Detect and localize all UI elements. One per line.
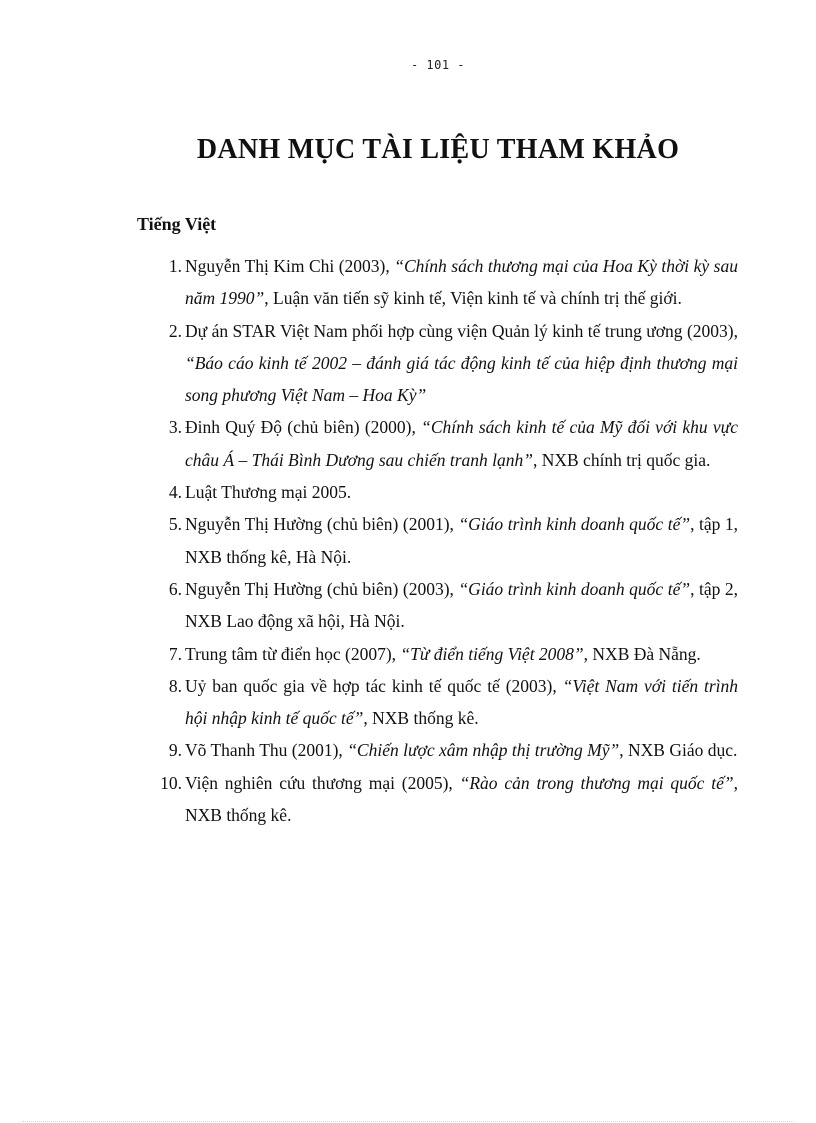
reference-list <box>158 250 738 831</box>
reference-publisher: , tập 1, NXB thống kê, Hà Nội. <box>185 514 738 567</box>
reference-text <box>185 740 737 760</box>
reference-publisher: , tập 2, NXB Lao động xã hội, Hà Nội. <box>185 578 738 632</box>
reference-author: Uỷ ban quốc gia về hợp tác kinh tế quốc tế (2003), <box>185 675 563 696</box>
reference-number: 4. <box>168 482 182 503</box>
reference-text <box>185 579 738 631</box>
reference-title: “Chính sách kinh tế của Mỹ đối với khu vực châu Á – Thái Bình Dương sau chiến tranh lạnh” <box>185 417 738 470</box>
reference-item <box>158 315 738 412</box>
reference-text <box>185 482 351 502</box>
reference-number: 9. <box>168 740 182 761</box>
reference-item <box>158 670 738 735</box>
reference-title: “Từ điển tiếng Việt 2008” <box>400 643 584 664</box>
reference-item <box>158 638 738 670</box>
reference-publisher: , NXB Đà Nẵng. <box>583 643 701 664</box>
reference-text <box>185 256 738 308</box>
reference-title: “Báo cáo kinh tế 2002 – đánh giá tác động kinh tế của hiệp định thương mại song phương Việt Nam – Hoa Kỳ” <box>185 352 738 406</box>
reference-title: “Giáo trình kinh doanh quốc tế” <box>458 578 691 599</box>
reference-text <box>185 676 738 728</box>
page-number: - 101 - <box>410 58 466 72</box>
reference-text <box>185 644 701 664</box>
reference-author: Đinh Quý Độ (chủ biên) (2000), <box>185 417 422 438</box>
reference-item <box>158 573 738 638</box>
reference-author: Nguyễn Thị Kim Chi (2003), <box>185 256 395 276</box>
reference-number: 10. <box>160 772 182 793</box>
reference-number: 3. <box>168 417 182 438</box>
reference-number: 6. <box>168 578 182 599</box>
reference-author: Trung tâm từ điển học (2007), <box>185 643 401 664</box>
reference-publisher: , NXB thống kê. <box>363 708 479 729</box>
reference-publisher: , NXB thống kê. <box>185 772 738 826</box>
reference-publisher: , Luận văn tiến sỹ kinh tế, Viện kinh tế và chính trị thế giới. <box>264 288 682 309</box>
reference-text <box>185 773 738 825</box>
reference-number: 8. <box>168 675 182 696</box>
reference-item <box>158 411 738 476</box>
reference-number: 1. <box>168 256 182 276</box>
reference-text <box>185 514 738 566</box>
reference-number: 2. <box>168 320 182 341</box>
reference-number: 5. <box>168 514 182 535</box>
reference-number: 7. <box>168 643 182 664</box>
reference-author: Luật Thương mại 2005. <box>185 482 352 503</box>
reference-author: Nguyễn Thị Hường (chủ biên) (2003), <box>185 578 459 599</box>
reference-author: Nguyễn Thị Hường (chủ biên) (2001), <box>185 514 459 535</box>
reference-item <box>158 767 738 832</box>
reference-item <box>158 476 738 508</box>
reference-title: “Giáo trình kinh doanh quốc tế” <box>458 514 691 535</box>
section-heading: Tiếng Việt <box>137 214 217 234</box>
reference-author: Võ Thanh Thu (2001), <box>185 740 348 761</box>
reference-author: Viện nghiên cứu thương mại (2005), <box>185 772 460 793</box>
reference-publisher: , NXB chính trị quốc gia. <box>532 449 711 470</box>
reference-title: “Rào cản trong thương mại quốc tế” <box>459 772 734 793</box>
reference-author: Dự án STAR Việt Nam phối hợp cùng viện Quản lý kinh tế trung ương (2003), <box>185 320 738 341</box>
reference-title: “Chiến lược xâm nhập thị trường Mỹ” <box>347 740 620 761</box>
reference-text <box>185 321 738 406</box>
reference-item <box>158 250 738 315</box>
reference-title: “Chính sách thương mại của Hoa Kỳ thời kỳ sau năm 1990” <box>185 256 738 309</box>
reference-title: “Việt Nam với tiến trình hội nhập kinh tế quốc tế” <box>185 675 738 729</box>
reference-publisher: , NXB Giáo dục. <box>619 740 738 761</box>
reference-text <box>185 417 738 469</box>
page-bottom-divider <box>22 1121 794 1122</box>
page-title: DANH MỤC TÀI LIỆU THAM KHẢO <box>196 134 680 165</box>
reference-item <box>158 508 738 573</box>
reference-item <box>158 734 738 766</box>
